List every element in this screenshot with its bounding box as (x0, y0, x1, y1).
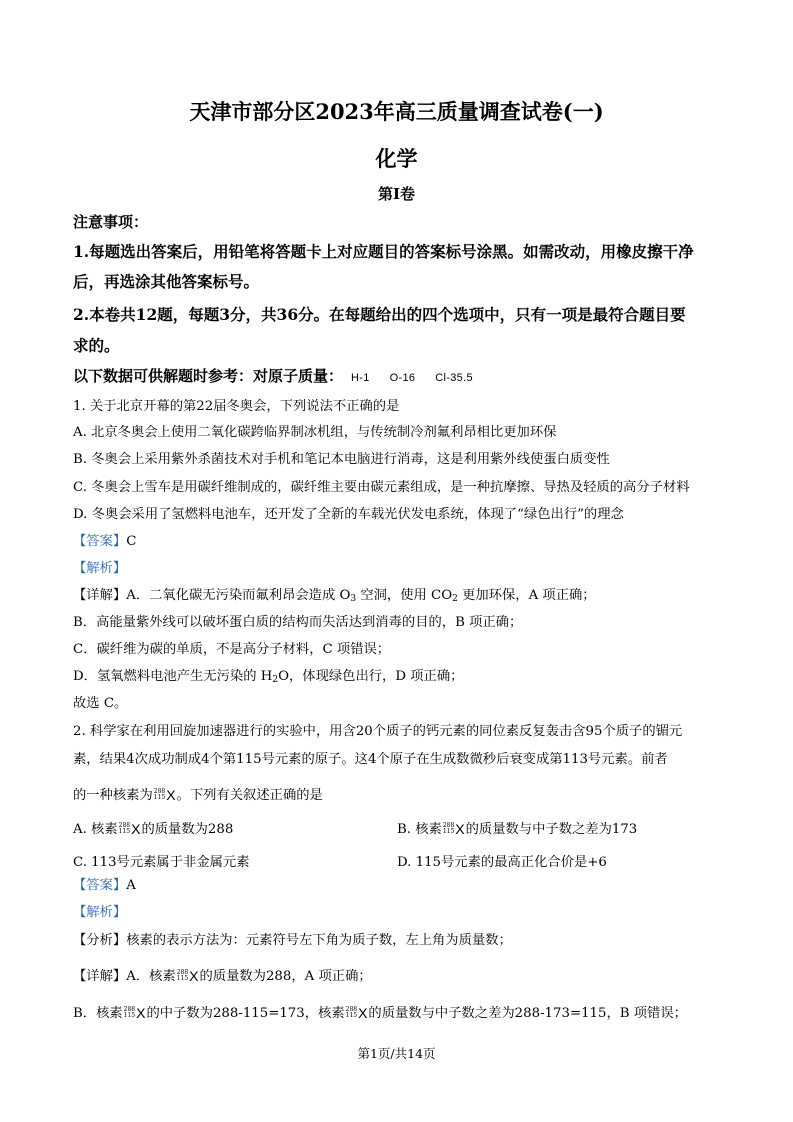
page-number: 第1页/共14页 (357, 1046, 436, 1061)
q2-detail-a: 【详解】A．核素288 115X的质量数为288，A 项正确； (73, 968, 372, 984)
q1-option-a: A. 北京冬奥会上使用二氧化碳跨临界制冰机组，与传统制冷剂氟利昂相比更加环保 (73, 425, 557, 440)
notes-item2-line1: 2.本卷共12题，每题3分，共36分。在每题给出的四个选项中，只有一项是最符合题目要 (73, 305, 686, 324)
nuclide-symbol: 288 115X (123, 1005, 146, 1021)
notes-item1-line1: 1.每题选出答案后，用铅笔将答题卡上对应题目的答案标号涂黑。如需改动，用橡皮擦干净 (73, 242, 694, 261)
q2-option-d: D. 115号元素的最高正化合价是+6 (397, 855, 607, 870)
q2-stem-line3: 的一种核素为288 115X。下列有关叙述正确的是 (73, 787, 323, 803)
q2-analysis-tag: 【解析】 (73, 905, 127, 920)
notes-item1-line2: 后，再选涂其他答案标号。 (73, 272, 260, 291)
nuclide-symbol: 288 115X (118, 821, 141, 837)
q2-detail-b: B．核素288 115X的中子数为288-115=173，核素288 115X的质量数与中子数之差为288-173=115，B 项错误； (73, 1005, 687, 1021)
notes-item2-line2: 求的。 (73, 336, 120, 355)
q2-option-b: B. 核素288 115X的质量数与中子数之差为173 (397, 821, 638, 837)
data-reference: 以下数据可供解题时参考：对原子质量： H-1 O-16 Cl-35.5 (73, 367, 473, 385)
mass-h: H-1 (351, 372, 370, 384)
q1-option-c: C. 冬奥会上雪车是用碳纤维制成的，碳纤维主要由碳元素组成，是一种抗摩擦、导热及轻质的高分子材料 (73, 480, 690, 495)
nuclide-symbol: 288 115X (176, 968, 199, 984)
mass-o: O-16 (389, 372, 416, 384)
mass-cl: Cl-35.5 (435, 372, 473, 384)
q1-stem: 1. 关于北京开幕的第22届冬奥会，下列说法不正确的是 (73, 399, 400, 414)
q2-stem-line1: 2. 科学家在利用回旋加速器进行的实验中，用含20个质子的钙元素的同位素反复轰击含95个质子的镅元 (73, 724, 683, 739)
q2-option-a: A. 核素288 115X的质量数为288 (73, 821, 234, 837)
nuclide-symbol: 288 115X (153, 787, 176, 803)
q1-detail-b: B．高能量紫外线可以破坏蛋白质的结构而失活达到消毒的目的，B 项正确； (73, 615, 523, 630)
q1-answer: 【答案】C (73, 534, 137, 549)
q1-conclusion: 故选 C。 (73, 696, 128, 711)
subject-title: 化学 (375, 146, 418, 171)
notes-heading: 注意事项： (73, 213, 149, 231)
q1-detail-d: D．氢氧燃料电池产生无污染的 $H_2O$，体现绿色出行，D 项正确； (73, 669, 464, 685)
q2-answer: 【答案】A (73, 878, 136, 893)
q1-option-b: B. 冬奥会上采用紫外杀菌技术对手机和笔记本电脑进行消毒，这是利用紫外线使蛋白质变性 (73, 452, 610, 467)
nuclide-symbol: 288 115X (345, 1005, 368, 1021)
q2-fenxi: 【分析】核素的表示方法为：元素符号左下角为质子数，左上角为质量数； (73, 933, 512, 948)
volume-title: 第I卷 (377, 185, 416, 203)
q2-option-c: C. 113号元素属于非金属元素 (73, 855, 250, 870)
document-title: 天津市部分区2023年高三质量调查试卷(一) (189, 99, 604, 124)
q1-detail-c: C．碳纤维为碳的单质，不是高分子材料，C 项错误； (73, 642, 391, 657)
q1-option-d: D. 冬奥会采用了氢燃料电池车，还开发了全新的车载光伏发电系统，体现了“绿色出行”的理念 (73, 507, 624, 522)
q1-analysis-tag: 【解析】 (73, 561, 127, 576)
q1-detail-a: 【详解】A．二氧化碳无污染而氟利昂会造成 $O_3$ 空洞，使用 $CO_2$ 更加环保，A 项正确； (73, 588, 596, 604)
nuclide-symbol: 288 115X (442, 821, 465, 837)
q2-stem-line2: 素，结果4次成功制成4个第115号元素的原子。这4个原子在生成数微秒后衰变成第113号元素。前者 (73, 752, 668, 767)
